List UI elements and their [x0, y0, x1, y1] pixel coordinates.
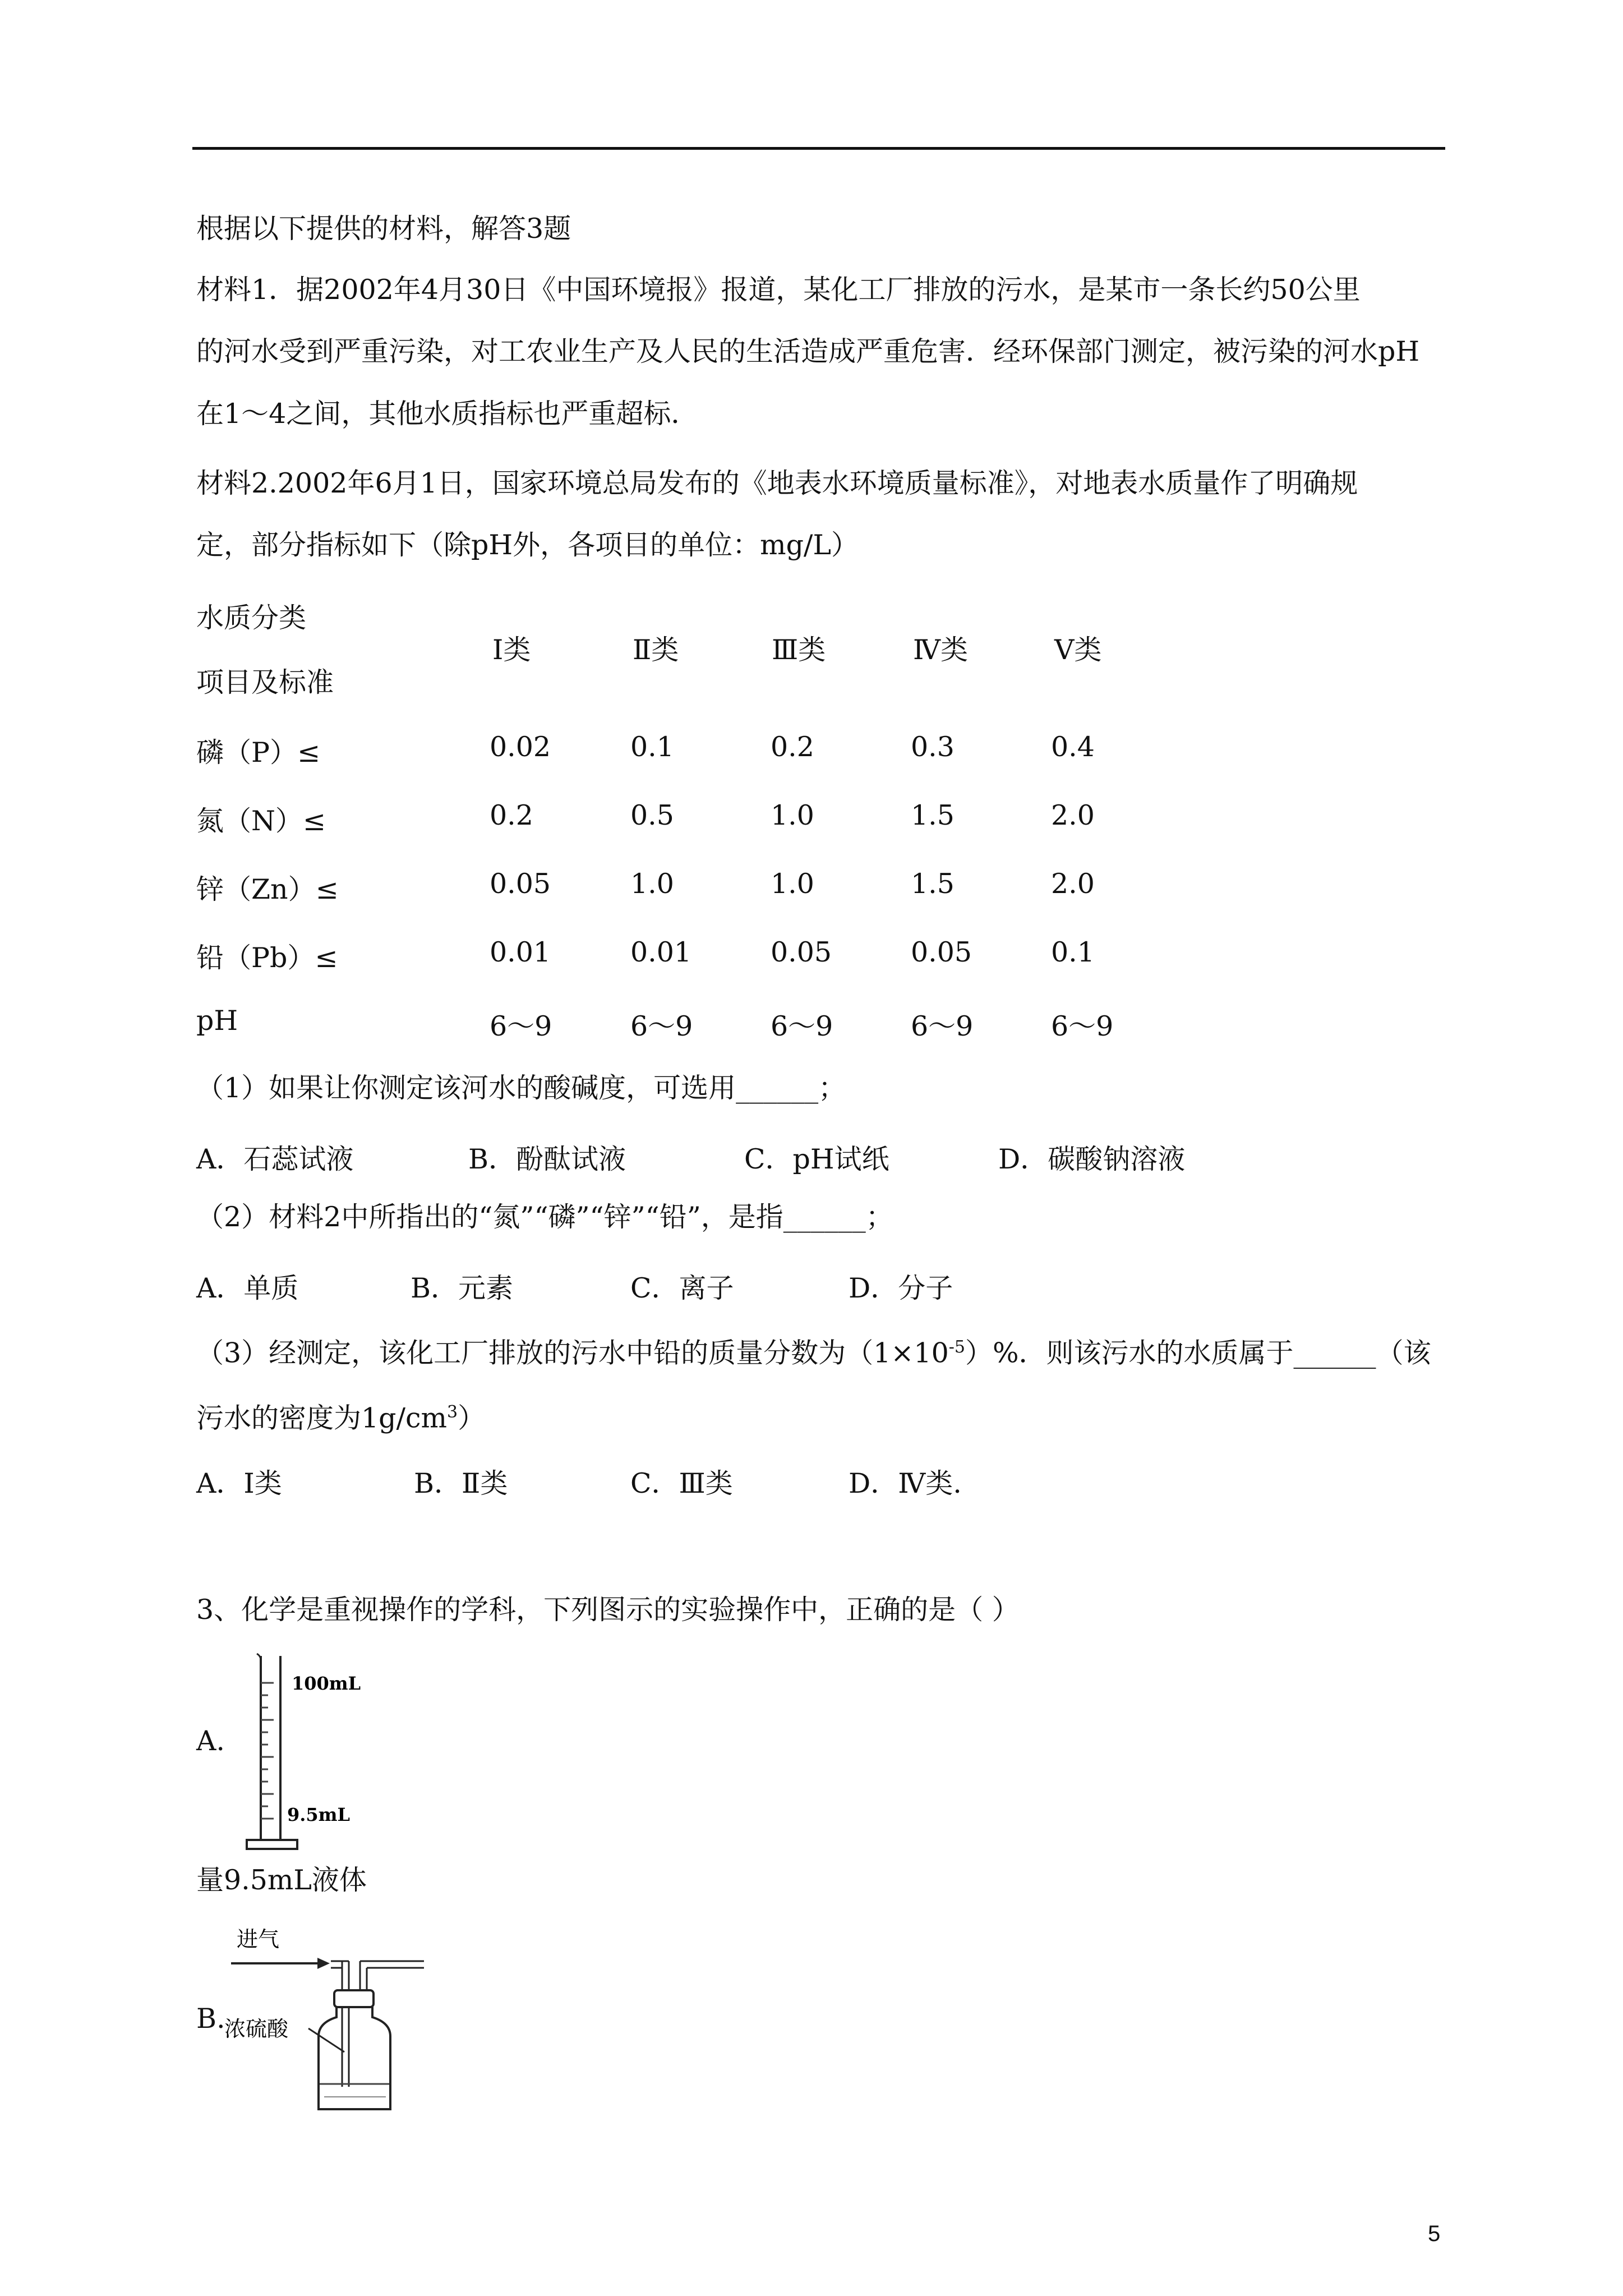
- table-cell: 0.2: [490, 799, 533, 831]
- header-rule: [192, 147, 1445, 150]
- table-cell: 0.5: [630, 799, 674, 831]
- q1-text: （1）如果让你测定该河水的酸碱度，可选用______；: [196, 1072, 846, 1104]
- material1-line2: 的河水受到严重污染，对工农业生产及人民的生活造成严重危害．经环保部门测定，被污染的河水pH: [196, 335, 1420, 367]
- table-cell: 6～9: [771, 1010, 833, 1042]
- table-header-item: 项目及标准: [196, 666, 334, 698]
- table-row-label: 氮（N）≤: [196, 805, 326, 837]
- q2-option-b: B．元素: [411, 1272, 514, 1304]
- table-row-label: pH: [196, 1005, 238, 1037]
- table-cell: 6～9: [630, 1010, 693, 1042]
- question3-title: 3、化学是重视操作的学科，下列图示的实验操作中，正确的是（ ）: [196, 1594, 1020, 1626]
- cylinder-label-top: 100mL: [292, 1673, 361, 1694]
- table-cell: 0.01: [630, 936, 692, 968]
- gas-washing-bottle-figure: [224, 1918, 437, 2120]
- table-cell: 1.0: [771, 868, 814, 900]
- table-row-label: 磷（P）≤: [196, 737, 321, 769]
- table-cell: 2.0: [1051, 868, 1095, 900]
- table-cell: 1.5: [911, 868, 955, 900]
- table-cell: 0.1: [1051, 936, 1095, 968]
- question3-option-a-caption: 量9.5mL液体: [196, 1864, 367, 1896]
- table-cell: 0.05: [771, 936, 832, 968]
- q3-option-d: D．Ⅳ类.: [849, 1467, 962, 1499]
- table-cell: 0.02: [490, 731, 551, 763]
- table-cell: 6～9: [911, 1010, 974, 1042]
- table-cell: 2.0: [1051, 799, 1095, 831]
- table-cell: 0.05: [490, 868, 551, 900]
- intro-line: 根据以下提供的材料，解答3题: [196, 213, 571, 245]
- table-row-label: 锌（Zn）≤: [196, 873, 339, 905]
- material1-line3: 在1～4之间，其他水质指标也严重超标．: [196, 398, 699, 430]
- question3-option-b-letter: B.: [196, 2003, 225, 2035]
- liquid-label: 浓硫酸: [224, 2017, 289, 2041]
- material1-line1: 材料1．据2002年4月30日《中国环境报》报道，某化工厂排放的污水，是某市一条长约50公里: [196, 274, 1361, 306]
- q2-option-c: C．离子: [630, 1272, 734, 1304]
- table-cell: 0.1: [630, 731, 674, 763]
- table-row-label: 铅（Pb）≤: [196, 942, 338, 974]
- table-cell: 1.0: [771, 799, 814, 831]
- graduated-cylinder-figure: [236, 1649, 398, 1862]
- table-cell: 1.0: [630, 868, 674, 900]
- q2-option-d: D．分子: [849, 1272, 953, 1304]
- q3-option-b: B．Ⅱ类: [414, 1467, 508, 1499]
- table-cell: 0.01: [490, 936, 551, 968]
- table-cell: 6～9: [1051, 1010, 1114, 1042]
- material2-line1: 材料2.2002年6月1日，国家环境总局发布的《地表水环境质量标准》，对地表水质量作了明确规: [196, 467, 1358, 499]
- gas-inlet-label: 进气: [237, 1927, 280, 1952]
- table-header-category: 水质分类: [196, 602, 307, 634]
- table-cell: 6～9: [490, 1010, 552, 1042]
- table-cell: 0.3: [911, 731, 955, 763]
- table-class-1: Ⅰ类: [492, 634, 531, 666]
- q3-option-c: C．Ⅲ类: [630, 1467, 733, 1499]
- q1-option-c: C．pH试纸: [744, 1143, 889, 1175]
- q1-option-b: B．酚酞试液: [468, 1143, 626, 1175]
- cylinder-label-bottom: 9.5mL: [287, 1804, 351, 1825]
- q3-option-a: A．Ⅰ类: [196, 1467, 282, 1499]
- table-cell: 0.05: [911, 936, 972, 968]
- table-class-5: Ⅴ类: [1054, 634, 1102, 666]
- q2-option-a: A．单质: [196, 1272, 299, 1304]
- material2-line2: 定，部分指标如下（除pH外，各项目的单位：mg/L）: [196, 529, 859, 561]
- table-class-3: Ⅲ类: [772, 634, 826, 666]
- q1-option-d: D．碳酸钠溶液: [998, 1143, 1186, 1175]
- q3-text-line2: 污水的密度为$1g/cm^3$）: [196, 1402, 486, 1434]
- q2-text: （2）材料2中所指出的“氮”“磷”“锌”“铅”，是指______；: [196, 1201, 893, 1233]
- question3-option-a-letter: A.: [196, 1725, 225, 1757]
- table-class-2: Ⅱ类: [633, 634, 679, 666]
- table-class-4: Ⅳ类: [913, 634, 968, 666]
- q1-option-a: A．石蕊试液: [196, 1143, 354, 1175]
- q3-text-line1: （3）经测定，该化工厂排放的污水中铅的质量分数为$(1\times 10^{-5})\%$．则该污水的水质属于______（该: [196, 1337, 1431, 1369]
- page-number: 5: [1428, 2221, 1441, 2246]
- table-cell: 0.4: [1051, 731, 1095, 763]
- table-cell: 0.2: [771, 731, 814, 763]
- table-cell: 1.5: [911, 799, 955, 831]
